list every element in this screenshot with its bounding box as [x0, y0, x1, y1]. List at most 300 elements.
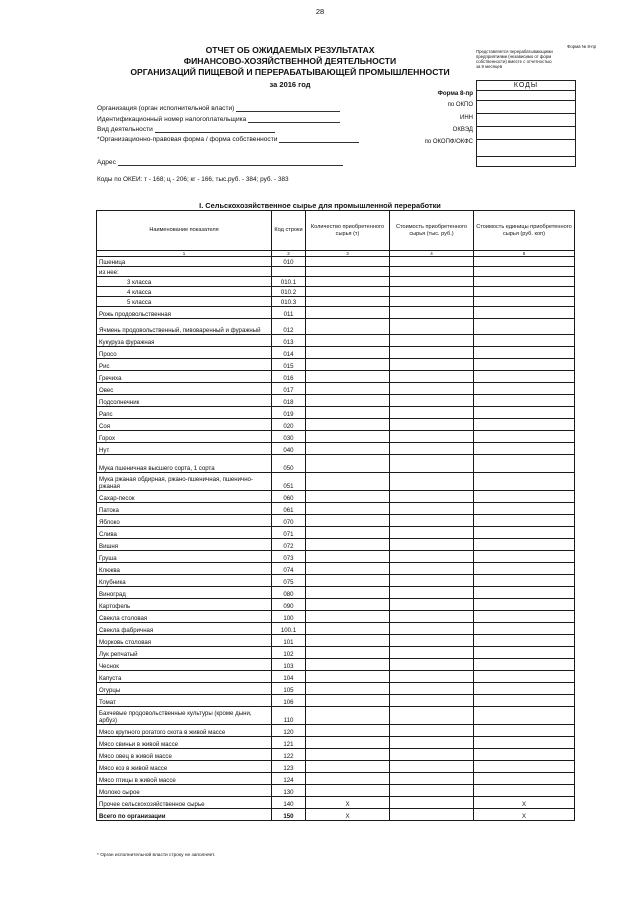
code-cell-okved[interactable]: [476, 127, 576, 140]
title-line: ОТЧЕТ ОБ ОЖИДАЕМЫХ РЕЗУЛЬТАТАХ: [205, 45, 375, 55]
row-name: Бахчевые продовольственные культуры (кроме дыни, арбуз): [97, 707, 272, 725]
code-label-okpo: по ОКПО: [447, 102, 473, 108]
unit-cost-cell[interactable]: [474, 503, 575, 515]
cost-cell[interactable]: [390, 277, 474, 287]
quantity-cell[interactable]: [306, 611, 390, 623]
quantity-cell[interactable]: [306, 785, 390, 797]
cost-cell[interactable]: [390, 563, 474, 575]
org-field-organization: [97, 104, 340, 112]
row-code: 120: [272, 725, 306, 737]
row-name: Груша: [97, 551, 272, 563]
table-row: [97, 599, 575, 611]
cost-cell[interactable]: [390, 527, 474, 539]
cost-cell[interactable]: [390, 431, 474, 443]
unit-cost-cell[interactable]: [474, 575, 575, 587]
address-field: [97, 158, 343, 166]
header-quantity: Количество приобретенного сырья (т): [306, 211, 390, 251]
table-row: [97, 797, 575, 809]
cost-cell[interactable]: [390, 695, 474, 707]
cost-cell[interactable]: [390, 335, 474, 347]
cost-cell[interactable]: [390, 611, 474, 623]
row-code: 017: [272, 383, 306, 395]
cost-cell[interactable]: [390, 347, 474, 359]
quantity-cell[interactable]: [306, 551, 390, 563]
unit-cost-cell[interactable]: [474, 695, 575, 707]
unit-cost-cell[interactable]: [474, 635, 575, 647]
quantity-cell[interactable]: [306, 347, 390, 359]
address-line[interactable]: [118, 158, 343, 166]
table-row: [97, 635, 575, 647]
table-row: [97, 455, 575, 473]
cost-cell[interactable]: [390, 287, 474, 297]
form-note-line: Представляется перерабатывающими: [476, 49, 553, 55]
row-name: Рожь продовольственная: [97, 307, 272, 319]
table-row: [97, 785, 575, 797]
unit-cost-cell[interactable]: [474, 347, 575, 359]
form-label: Форма 8-пр: [437, 90, 473, 97]
unit-cost-cell[interactable]: [474, 671, 575, 683]
table-row: [97, 659, 575, 671]
row-code: 073: [272, 551, 306, 563]
table-row: [97, 611, 575, 623]
row-code: 124: [272, 773, 306, 785]
cost-cell[interactable]: [390, 599, 474, 611]
header-name: Наименование показателя: [97, 211, 272, 251]
row-code: 014: [272, 347, 306, 359]
unit-cost-cell[interactable]: [474, 267, 575, 277]
table-row: [97, 407, 575, 419]
row-name: Картофель: [97, 599, 272, 611]
table-row: [97, 319, 575, 335]
quantity-cell[interactable]: [306, 749, 390, 761]
unit-cost-cell[interactable]: [474, 335, 575, 347]
unit-cost-cell[interactable]: [474, 383, 575, 395]
cost-cell[interactable]: [390, 671, 474, 683]
quantity-cell[interactable]: X: [306, 809, 390, 821]
table-row: [97, 257, 575, 267]
unit-cost-cell[interactable]: [474, 473, 575, 491]
quantity-cell[interactable]: [306, 707, 390, 725]
quantity-cell[interactable]: [306, 575, 390, 587]
org-field-activity: [97, 125, 275, 133]
org-field-line[interactable]: [248, 115, 340, 123]
quantity-cell[interactable]: [306, 563, 390, 575]
unit-cost-cell[interactable]: [474, 407, 575, 419]
unit-cost-cell[interactable]: [474, 683, 575, 695]
unit-cost-cell[interactable]: [474, 761, 575, 773]
quantity-cell[interactable]: [306, 659, 390, 671]
header-code: Код строки: [272, 211, 306, 251]
cost-cell[interactable]: [390, 267, 474, 277]
unit-cost-cell[interactable]: [474, 419, 575, 431]
unit-cost-cell[interactable]: [474, 725, 575, 737]
title-line: ОРГАНИЗАЦИЙ ПИЩЕВОЙ И ПЕРЕРАБАТЫВАЮЩЕЙ ПРОМЫШЛЕННОСТИ: [130, 67, 450, 77]
row-code: 121: [272, 737, 306, 749]
table-row: [97, 277, 575, 287]
table-row: [97, 515, 575, 527]
row-code: 011: [272, 307, 306, 319]
unit-cost-cell[interactable]: [474, 785, 575, 797]
row-name: Лук репчатый: [97, 647, 272, 659]
row-code: 100: [272, 611, 306, 623]
quantity-cell[interactable]: [306, 635, 390, 647]
quantity-cell[interactable]: [306, 683, 390, 695]
unit-cost-cell[interactable]: [474, 707, 575, 725]
table-row: [97, 809, 575, 821]
table-row: [97, 761, 575, 773]
quantity-cell[interactable]: [306, 359, 390, 371]
quantity-cell[interactable]: [306, 455, 390, 473]
form-note-line: за 9 месяцев: [476, 64, 503, 70]
row-name: Мясо крупного рогатого скота в живой массе: [97, 725, 272, 737]
table-row: [97, 297, 575, 307]
form-note: [476, 44, 596, 69]
row-name: Гречиха: [97, 371, 272, 383]
row-name: Патока: [97, 503, 272, 515]
quantity-cell[interactable]: [306, 473, 390, 491]
quantity-cell[interactable]: [306, 335, 390, 347]
unit-cost-cell[interactable]: [474, 371, 575, 383]
org-field-line[interactable]: [155, 125, 275, 133]
quantity-cell[interactable]: [306, 539, 390, 551]
table-row: [97, 395, 575, 407]
quantity-cell[interactable]: [306, 267, 390, 277]
row-name: Молоко сырое: [97, 785, 272, 797]
quantity-cell[interactable]: X: [306, 797, 390, 809]
cost-cell[interactable]: [390, 539, 474, 551]
unit-cost-cell[interactable]: [474, 551, 575, 563]
row-name: Мясо овец в живой массе: [97, 749, 272, 761]
title-line: ФИНАНСОВО-ХОЗЯЙСТВЕННОЙ ДЕЯТЕЛЬНОСТИ: [183, 56, 397, 66]
cost-cell[interactable]: [390, 359, 474, 371]
row-name: Кукуруза фуражная: [97, 335, 272, 347]
quantity-cell[interactable]: [306, 737, 390, 749]
unit-cost-cell[interactable]: [474, 491, 575, 503]
quantity-cell[interactable]: [306, 407, 390, 419]
unit-cost-cell[interactable]: [474, 455, 575, 473]
row-name: Свекла столовая: [97, 611, 272, 623]
org-field-label: *Организационно-правовая форма / форма собственности: [97, 136, 278, 143]
row-name: Виноград: [97, 587, 272, 599]
cost-cell[interactable]: [390, 647, 474, 659]
table-row: [97, 371, 575, 383]
table-row: [97, 773, 575, 785]
row-name: Чеснок: [97, 659, 272, 671]
cost-cell[interactable]: [390, 419, 474, 431]
quantity-cell[interactable]: [306, 371, 390, 383]
column-number: 4: [390, 251, 474, 257]
row-name: Ячмень продовольственный, пивоваренный и фуражный: [97, 319, 272, 335]
row-code: 090: [272, 599, 306, 611]
row-name: Томат: [97, 695, 272, 707]
code-cell-inn[interactable]: [476, 114, 576, 127]
table-row: [97, 419, 575, 431]
okei-codes: Коды по ОКЕИ: т - 168; ц - 206; кг - 166, тыс.руб. - 384; руб. - 383: [97, 176, 289, 183]
row-code: 010: [272, 257, 306, 267]
quantity-cell[interactable]: [306, 443, 390, 455]
address-label: Адрес: [97, 159, 116, 166]
table-row: [97, 527, 575, 539]
row-name: Вишня: [97, 539, 272, 551]
cost-cell[interactable]: [390, 749, 474, 761]
table-row: [97, 623, 575, 635]
unit-cost-cell[interactable]: [474, 515, 575, 527]
row-code: 015: [272, 359, 306, 371]
unit-cost-cell[interactable]: [474, 277, 575, 287]
row-name: Яблоко: [97, 515, 272, 527]
table-row: [97, 563, 575, 575]
quantity-cell[interactable]: [306, 587, 390, 599]
org-field-legal-form: [97, 135, 359, 143]
row-name: Овес: [97, 383, 272, 395]
row-name: Слива: [97, 527, 272, 539]
cost-cell[interactable]: [390, 395, 474, 407]
header-cost: Стоимость приобретенного сырья (тыс. руб.): [390, 211, 474, 251]
org-field-inn: [97, 115, 340, 123]
cost-cell[interactable]: [390, 371, 474, 383]
row-name: Клубника: [97, 575, 272, 587]
cost-cell[interactable]: [390, 319, 474, 335]
cost-cell[interactable]: [390, 575, 474, 587]
org-field-line[interactable]: [279, 135, 359, 143]
cost-cell[interactable]: [390, 725, 474, 737]
code-cell-form[interactable]: [476, 90, 576, 101]
quantity-cell[interactable]: [306, 395, 390, 407]
table-row: [97, 539, 575, 551]
cost-cell[interactable]: [390, 797, 474, 809]
form-note-line: собственности) вместе с отчетностью: [476, 59, 552, 65]
quantity-cell[interactable]: [306, 527, 390, 539]
quantity-cell[interactable]: [306, 623, 390, 635]
report-title: [110, 45, 470, 78]
quantity-cell[interactable]: [306, 307, 390, 319]
cost-cell[interactable]: [390, 473, 474, 491]
row-name: Клюква: [97, 563, 272, 575]
table-header-row: [97, 211, 575, 251]
table-row: [97, 575, 575, 587]
quantity-cell[interactable]: [306, 671, 390, 683]
unit-cost-cell[interactable]: X: [474, 797, 575, 809]
row-code: 075: [272, 575, 306, 587]
cost-cell[interactable]: [390, 707, 474, 725]
cost-cell[interactable]: [390, 443, 474, 455]
cost-cell[interactable]: [390, 297, 474, 307]
cost-cell[interactable]: [390, 773, 474, 785]
report-year: за 2016 год: [269, 80, 311, 89]
unit-cost-cell[interactable]: [474, 587, 575, 599]
row-code: [272, 267, 306, 277]
row-code: 105: [272, 683, 306, 695]
row-code: 103: [272, 659, 306, 671]
cost-cell[interactable]: [390, 761, 474, 773]
row-name: Огурцы: [97, 683, 272, 695]
cost-cell[interactable]: [390, 503, 474, 515]
row-code: 010.1: [272, 277, 306, 287]
quantity-cell[interactable]: [306, 503, 390, 515]
table-row: [97, 695, 575, 707]
row-code: 020: [272, 419, 306, 431]
code-cell-okpo[interactable]: [476, 101, 576, 114]
cost-cell[interactable]: [390, 809, 474, 821]
table-row: [97, 491, 575, 503]
row-code: 018: [272, 395, 306, 407]
quantity-cell[interactable]: [306, 725, 390, 737]
cost-cell[interactable]: [390, 683, 474, 695]
table-row: [97, 737, 575, 749]
cost-cell[interactable]: [390, 515, 474, 527]
quantity-cell[interactable]: [306, 695, 390, 707]
unit-cost-cell[interactable]: [474, 307, 575, 319]
row-code: 150: [272, 809, 306, 821]
row-code: 070: [272, 515, 306, 527]
row-code: 061: [272, 503, 306, 515]
quantity-cell[interactable]: [306, 319, 390, 335]
quantity-cell[interactable]: [306, 297, 390, 307]
cost-cell[interactable]: [390, 383, 474, 395]
row-name: 5 класса: [97, 297, 272, 307]
quantity-cell[interactable]: [306, 431, 390, 443]
unit-cost-cell[interactable]: [474, 749, 575, 761]
quantity-cell[interactable]: [306, 515, 390, 527]
column-number: 3: [306, 251, 390, 257]
unit-cost-cell[interactable]: [474, 395, 575, 407]
row-code: 110: [272, 707, 306, 725]
table-row: [97, 307, 575, 319]
quantity-cell[interactable]: [306, 257, 390, 267]
raw-materials-table: [96, 210, 575, 821]
row-code: 050: [272, 455, 306, 473]
cost-cell[interactable]: [390, 491, 474, 503]
row-name: Мясо коз в живой массе: [97, 761, 272, 773]
form-note-line: предприятиями (независимо от форм: [476, 54, 552, 60]
codes-header: КОДЫ: [476, 80, 576, 91]
unit-cost-cell[interactable]: [474, 737, 575, 749]
column-number: 2: [272, 251, 306, 257]
row-name: Мука ржаная обдирная, ржано-пшеничная, пшенично-ржаная: [97, 473, 272, 491]
row-code: 040: [272, 443, 306, 455]
unit-cost-cell[interactable]: [474, 539, 575, 551]
quantity-cell[interactable]: [306, 491, 390, 503]
row-name: Просо: [97, 347, 272, 359]
table-row: [97, 431, 575, 443]
quantity-cell[interactable]: [306, 419, 390, 431]
section-title: I. Сельскохозяйственное сырье для промышленной переработки: [199, 201, 441, 210]
table-row: [97, 647, 575, 659]
column-number: 1: [97, 251, 272, 257]
unit-cost-cell[interactable]: [474, 527, 575, 539]
quantity-cell[interactable]: [306, 287, 390, 297]
table-row: [97, 443, 575, 455]
cost-cell[interactable]: [390, 659, 474, 671]
code-cell-okopf[interactable]: [476, 140, 576, 157]
unit-cost-cell[interactable]: [474, 599, 575, 611]
row-name: Соя: [97, 419, 272, 431]
quantity-cell[interactable]: [306, 383, 390, 395]
row-code: 060: [272, 491, 306, 503]
unit-cost-cell[interactable]: [474, 563, 575, 575]
cost-cell[interactable]: [390, 307, 474, 319]
table-body: [97, 211, 575, 821]
cost-cell[interactable]: [390, 257, 474, 267]
table-row: [97, 383, 575, 395]
cost-cell[interactable]: [390, 587, 474, 599]
unit-cost-cell[interactable]: [474, 623, 575, 635]
row-name: Морковь столовая: [97, 635, 272, 647]
unit-cost-cell[interactable]: [474, 647, 575, 659]
row-code: 140: [272, 797, 306, 809]
cost-cell[interactable]: [390, 455, 474, 473]
quantity-cell[interactable]: [306, 647, 390, 659]
quantity-cell[interactable]: [306, 277, 390, 287]
unit-cost-cell[interactable]: [474, 431, 575, 443]
row-name: Мясо свиньи в живой массе: [97, 737, 272, 749]
unit-cost-cell[interactable]: [474, 659, 575, 671]
cost-cell[interactable]: [390, 785, 474, 797]
row-code: 012: [272, 319, 306, 335]
row-code: 010.2: [272, 287, 306, 297]
row-name: Подсолнечник: [97, 395, 272, 407]
org-field-label: Идентификационный номер налогоплательщика: [97, 116, 247, 123]
table-row: [97, 359, 575, 371]
row-code: 019: [272, 407, 306, 419]
cost-cell[interactable]: [390, 737, 474, 749]
unit-cost-cell[interactable]: [474, 319, 575, 335]
table-row: [97, 725, 575, 737]
code-label-okopf: по ОКОПФ/ОКФС: [424, 139, 473, 145]
unit-cost-cell[interactable]: [474, 359, 575, 371]
row-name: Рапс: [97, 407, 272, 419]
quantity-cell[interactable]: [306, 761, 390, 773]
cost-cell[interactable]: [390, 551, 474, 563]
code-label-inn: ИНН: [460, 115, 473, 121]
table-row: [97, 671, 575, 683]
unit-cost-cell[interactable]: X: [474, 809, 575, 821]
cost-cell[interactable]: [390, 635, 474, 647]
org-field-label: Организация (орган исполнительной власти): [97, 105, 235, 112]
row-code: 071: [272, 527, 306, 539]
table-row: [97, 707, 575, 725]
row-name: Всего по организации: [97, 809, 272, 821]
org-field-label: Вид деятельности: [97, 126, 153, 133]
row-name: Пшеница: [97, 257, 272, 267]
table-row: [97, 503, 575, 515]
row-code: 074: [272, 563, 306, 575]
code-cell-extra[interactable]: [476, 157, 576, 167]
row-code: 123: [272, 761, 306, 773]
row-code: 102: [272, 647, 306, 659]
quantity-cell[interactable]: [306, 599, 390, 611]
unit-cost-cell[interactable]: [474, 611, 575, 623]
row-code: 016: [272, 371, 306, 383]
row-code: 030: [272, 431, 306, 443]
unit-cost-cell[interactable]: [474, 287, 575, 297]
quantity-cell[interactable]: [306, 773, 390, 785]
unit-cost-cell[interactable]: [474, 297, 575, 307]
org-field-line[interactable]: [236, 104, 340, 112]
table-row: [97, 347, 575, 359]
table-row: [97, 267, 575, 277]
cost-cell[interactable]: [390, 623, 474, 635]
row-code: 106: [272, 695, 306, 707]
unit-cost-cell[interactable]: [474, 773, 575, 785]
unit-cost-cell[interactable]: [474, 257, 575, 267]
row-name: Сахар-песок: [97, 491, 272, 503]
row-code: 130: [272, 785, 306, 797]
unit-cost-cell[interactable]: [474, 443, 575, 455]
row-name: Горох: [97, 431, 272, 443]
row-code: 100.1: [272, 623, 306, 635]
cost-cell[interactable]: [390, 407, 474, 419]
